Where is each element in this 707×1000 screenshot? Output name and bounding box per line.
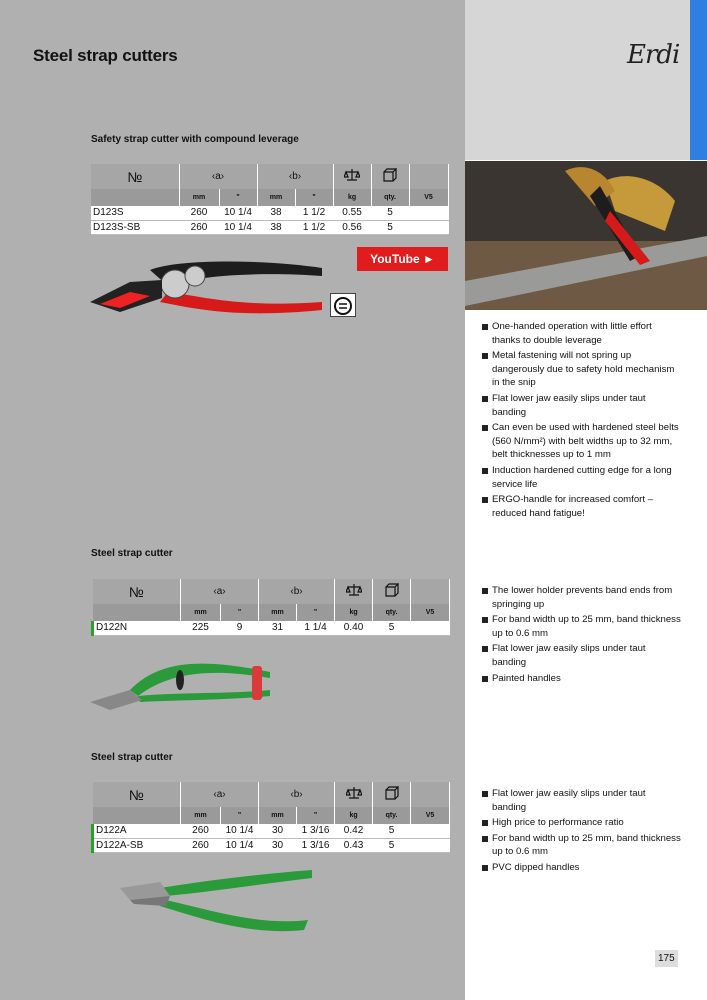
list-item: For band width up to 25 mm, band thickness up to 0.6 mm xyxy=(482,613,682,640)
spec-table-1 xyxy=(91,164,449,235)
unit-mm: mm xyxy=(179,189,219,206)
list-item: ERGO-handle for increased comfort – reduced hand fatigue! xyxy=(482,493,682,520)
col-b: ‹b› xyxy=(257,164,333,189)
feature-list-2 xyxy=(482,584,682,687)
package-icon xyxy=(373,782,411,807)
unit-qty: qty. xyxy=(371,189,409,206)
section-title-1: Safety strap cutter with compound leverage xyxy=(91,134,299,145)
unit-kg: kg xyxy=(333,189,371,206)
gs-mark-icon xyxy=(330,293,356,317)
chapter-tab xyxy=(690,0,707,160)
list-item: Can even be used with hardened steel belts (560 N/mm²) with belt widths up to 32 mm, belt thicknesses up to 1 mm xyxy=(482,421,682,462)
col-no: № xyxy=(91,164,179,189)
list-item: PVC dipped handles xyxy=(482,861,682,875)
list-item: Flat lower jaw easily slips under taut banding xyxy=(482,642,682,669)
section-title-3: Steel strap cutter xyxy=(91,752,173,763)
list-item: The lower holder prevents band ends from springing up xyxy=(482,584,682,611)
unit-in: " xyxy=(219,189,257,206)
unit-v5: V5 xyxy=(409,189,448,206)
page-number: 175 xyxy=(655,950,678,967)
section-title-2: Steel strap cutter xyxy=(91,548,173,559)
feature-list-3 xyxy=(482,787,682,877)
list-item: Metal fastening will not spring up dangerously due to safety hold mechanism in the snip xyxy=(482,349,682,390)
scale-icon xyxy=(335,782,373,807)
brand-logo: Erdi xyxy=(627,40,680,70)
list-item: Flat lower jaw easily slips under taut banding xyxy=(482,392,682,419)
list-item: Painted handles xyxy=(482,672,682,686)
safety-strap-cutter-image xyxy=(90,252,330,324)
page-title: Steel strap cutters xyxy=(33,46,178,65)
col-blank xyxy=(409,164,448,189)
table-row: D122N 225 9 31 1 1/4 0.40 5 xyxy=(93,621,450,635)
table-row: D123S 260 10 1/4 38 1 1/2 0.55 5 xyxy=(91,206,448,220)
col-a: ‹a› xyxy=(179,164,257,189)
table-row: D123S-SB 260 10 1/4 38 1 1/2 0.56 5 xyxy=(91,220,448,234)
list-item: One-handed operation with little effort thanks to double leverage xyxy=(482,320,682,347)
spec-table-3: № ‹a› ‹b› mm " mm " kg qty. V5 D122A 260 10 1/4 30 1 3/16 0.42 5 D122A-SB 260 10 1/4 30 1 3/16 0.43 5 xyxy=(91,782,450,853)
unit-mm: mm xyxy=(257,189,295,206)
list-item: Induction hardened cutting edge for a long service life xyxy=(482,464,682,491)
strap-cutter-pvc-image xyxy=(90,866,320,936)
scale-icon xyxy=(333,164,371,189)
unit-in: " xyxy=(295,189,333,206)
spec-table-2: № ‹a› ‹b› mm " mm " kg qty. V5 D122N 225 9 31 1 1/4 0.40 5 xyxy=(91,579,450,636)
list-item: High price to performance ratio xyxy=(482,816,682,830)
list-item: Flat lower jaw easily slips under taut banding xyxy=(482,787,682,814)
package-icon xyxy=(371,164,409,189)
table-row: D122A 260 10 1/4 30 1 3/16 0.42 5 xyxy=(93,824,450,838)
list-item: For band width up to 25 mm, band thickness up to 0.6 mm xyxy=(482,832,682,859)
package-icon xyxy=(373,579,411,604)
steel-strap-cutter-image xyxy=(90,650,280,722)
scale-icon xyxy=(335,579,373,604)
usage-photo xyxy=(465,161,707,310)
table-row: D122A-SB 260 10 1/4 30 1 3/16 0.43 5 xyxy=(93,838,450,852)
youtube-button[interactable]: YouTube ► xyxy=(357,247,448,271)
right-header-band xyxy=(465,0,707,160)
feature-list-1 xyxy=(482,320,682,522)
